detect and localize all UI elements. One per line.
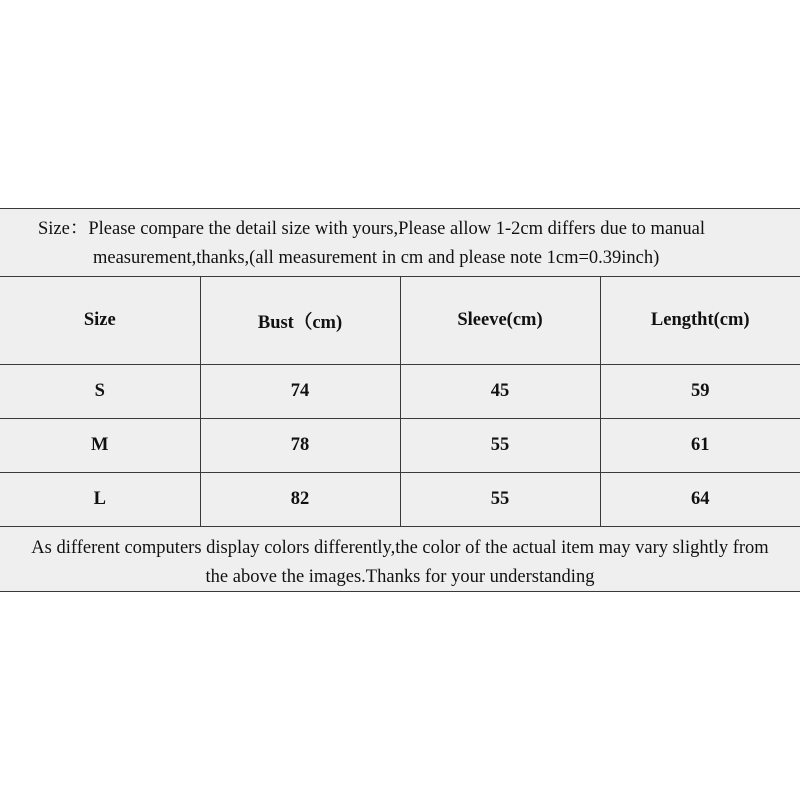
header-size: Size xyxy=(0,277,200,365)
header-length: Lengtht(cm) xyxy=(600,277,800,365)
size-note-line-2: measurement,thanks,(all measurement in cm and please note 1cm=0.39inch) xyxy=(93,248,660,268)
cell-length: 61 xyxy=(600,419,800,473)
cell-sleeve: 45 xyxy=(400,365,600,419)
table-row xyxy=(0,473,800,527)
cell-length: 59 xyxy=(600,365,800,419)
cell-sleeve: 55 xyxy=(400,419,600,473)
table-row xyxy=(0,365,800,419)
size-note-line-1: Size：Please compare the detail size with yours,Please allow 1-2cm differs due to manual xyxy=(38,219,706,239)
cell-sleeve: 55 xyxy=(400,473,600,527)
color-disclaimer xyxy=(0,531,800,593)
size-chart xyxy=(0,208,800,592)
cell-size: S xyxy=(0,365,200,419)
header-bust: Bust（cm) xyxy=(200,277,400,365)
table-row xyxy=(0,419,800,473)
size-note xyxy=(0,209,800,277)
cell-length: 64 xyxy=(600,473,800,527)
size-table xyxy=(0,277,800,527)
cell-bust: 82 xyxy=(200,473,400,527)
cell-bust: 74 xyxy=(200,365,400,419)
header-sleeve: Sleeve(cm) xyxy=(400,277,600,365)
color-disclaimer-line-2: the above the images.Thanks for your understanding xyxy=(205,567,595,587)
cell-size: M xyxy=(0,419,200,473)
cell-size: L xyxy=(0,473,200,527)
color-disclaimer-line-1: As different computers display colors differently,the color of the actual item may vary slightly from xyxy=(31,538,769,558)
table-header-row xyxy=(0,277,800,365)
cell-bust: 78 xyxy=(200,419,400,473)
